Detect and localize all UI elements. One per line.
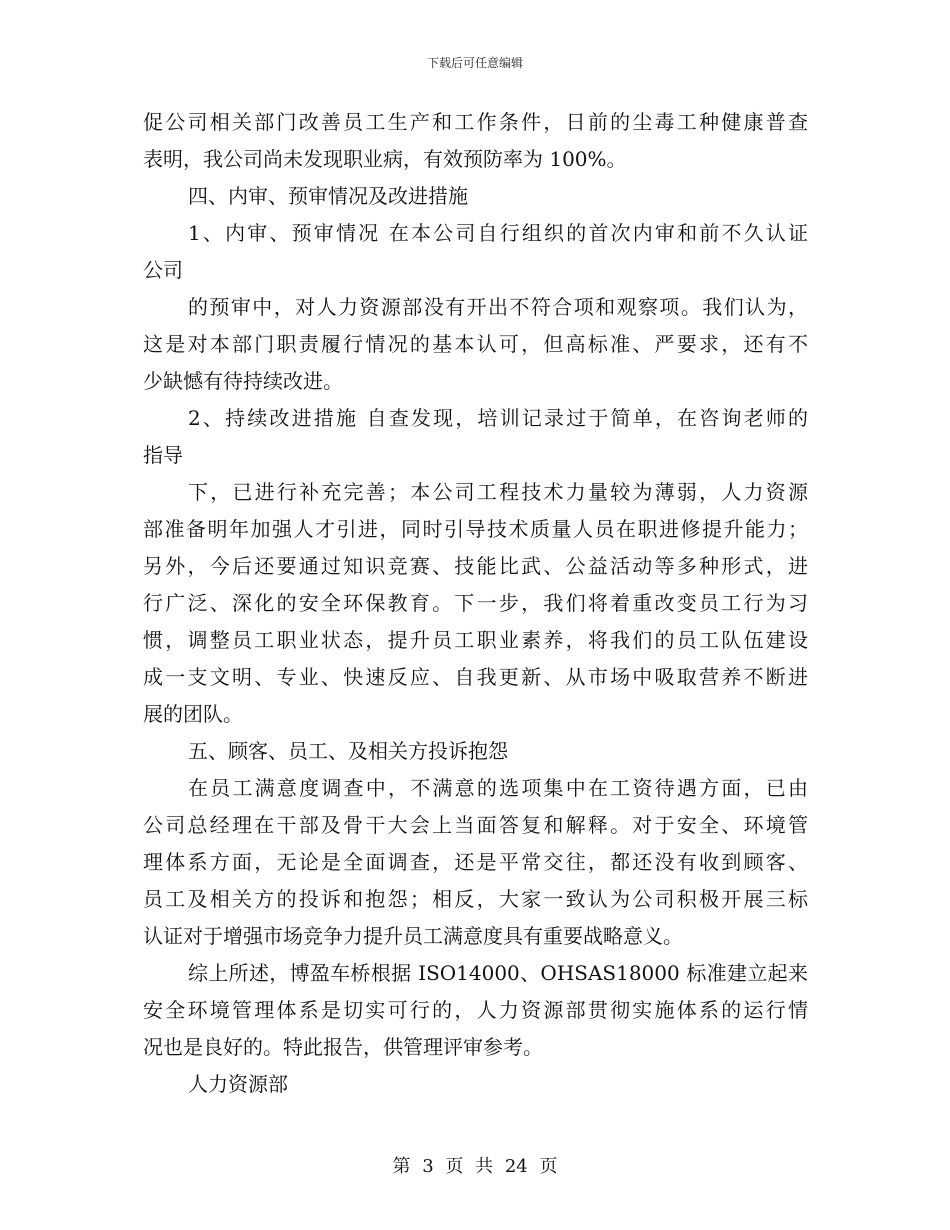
- text-line: 理体系方面，无论是全面调查，还是平常交往，都还没有收到顾客、: [143, 850, 808, 874]
- text-line: 安全环境管理体系是切实可行的，人力资源部贯彻实施体系的运行情: [143, 998, 808, 1022]
- text-line: 员工及相关方的投诉和抱怨；相反，大家一致认为公司积极开展三标: [143, 887, 808, 911]
- text-line: 指导: [143, 443, 183, 467]
- page-footer: 第 3 页 共 24 页: [392, 1156, 558, 1177]
- text-line: 另外，今后还要通过知识竞赛、技能比武、公益活动等多种形式，进: [143, 554, 808, 578]
- text-line: 四、内审、预审情况及改进措施: [188, 184, 468, 208]
- text-line: 综上所述，博盈车桥根据 ISO14000、OHSAS18000 标准建立起来: [188, 961, 808, 985]
- text-line: 在员工满意度调查中，不满意的选项集中在工资待遇方面，已由: [188, 776, 808, 800]
- text-line: 少缺憾有待持续改进。: [143, 369, 343, 393]
- text-line: 惯，调整员工职业状态，提升员工职业素养，将我们的员工队伍建设: [143, 628, 808, 652]
- text-line: 2、持续改进措施 自查发现，培训记录过于简单，在咨询老师的: [188, 406, 808, 430]
- document-body: [143, 104, 808, 1103]
- text-line: 公司总经理在干部及骨干大会上当面答复和解释。对于安全、环境管: [143, 813, 808, 837]
- text-line: 部准备明年加强人才引进，同时引导技术质量人员在职进修提升能力；: [143, 517, 808, 541]
- text-line: 的预审中，对人力资源部没有开出不符合项和观察项。我们认为，: [188, 295, 808, 319]
- header-note: 下载后可任意编辑: [426, 56, 523, 70]
- text-line: 认证对于增强市场竞争力提升员工满意度具有重要战略意义。: [143, 924, 683, 948]
- text-line: 促公司相关部门改善员工生产和工作条件，日前的尘毒工种健康普查: [143, 110, 808, 134]
- text-line: 展的团队。: [143, 702, 243, 726]
- text-line: 五、顾客、员工、及相关方投诉抱怨: [188, 739, 508, 763]
- text-line: 行广泛、深化的安全环保教育。下一步，我们将着重改变员工行为习: [143, 591, 808, 615]
- text-line: 1、内审、预审情况 在本公司自行组织的首次内审和前不久认证: [188, 221, 808, 245]
- text-line: 公司: [143, 258, 183, 282]
- text-line: 成一支文明、专业、快速反应、自我更新、从市场中吸取营养不断进: [143, 665, 808, 689]
- text-line: 这是对本部门职责履行情况的基本认可，但高标准、严要求，还有不: [143, 332, 808, 356]
- text-line: 人力资源部: [188, 1072, 288, 1096]
- text-line: 下，已进行补充完善；本公司工程技术力量较为薄弱，人力资源: [188, 480, 808, 504]
- text-line: 表明，我公司尚未发现职业病，有效预防率为 100%。: [143, 147, 627, 171]
- text-line: 况也是良好的。特此报告，供管理评审参考。: [143, 1035, 543, 1059]
